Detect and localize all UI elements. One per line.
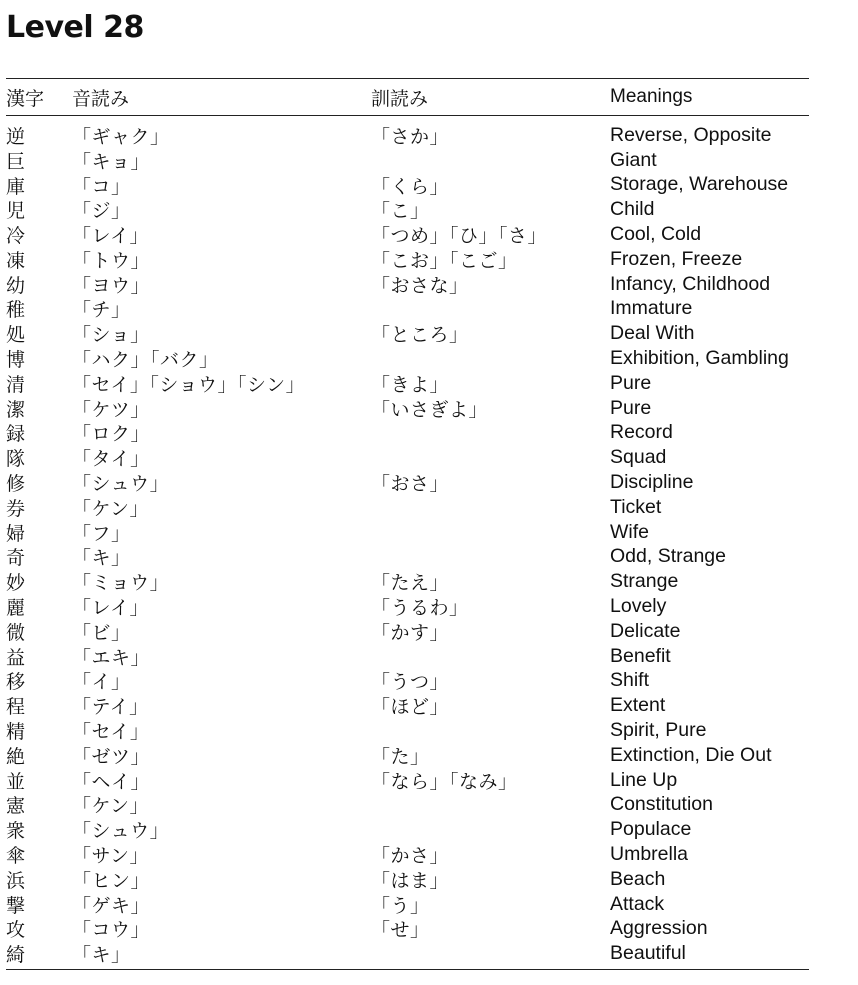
cell-onyomi: 「セイ」: [72, 721, 150, 744]
cell-onyomi: 「キ」: [72, 944, 131, 967]
cell-onyomi: 「サン」: [72, 845, 150, 868]
cell-kunyomi: 「た」: [371, 745, 430, 768]
cell-meaning: Squad: [610, 446, 667, 469]
table-row: [6, 445, 809, 470]
cell-kunyomi: 「かす」: [371, 621, 450, 644]
table-row: [6, 743, 809, 768]
table-row: [6, 371, 809, 396]
cell-kunyomi: 「うるわ」: [371, 597, 469, 620]
cell-onyomi: 「ミョウ」: [72, 572, 170, 595]
cell-onyomi: 「テイ」: [72, 696, 149, 719]
cell-kanji: 攻: [6, 919, 26, 942]
cell-kanji: 修: [6, 473, 26, 496]
cell-kunyomi: 「う」: [371, 894, 430, 917]
table-row: [6, 669, 809, 694]
cell-meaning: Extinction, Die Out: [610, 743, 772, 766]
table-header-row: [6, 79, 809, 116]
cell-kunyomi: 「うつ」: [371, 671, 450, 694]
cell-meaning: Deal With: [610, 322, 695, 345]
cell-meaning: Record: [610, 421, 673, 444]
cell-onyomi: 「ヨウ」: [72, 274, 151, 297]
cell-kunyomi: 「かさ」: [371, 845, 450, 868]
cell-kanji: 博: [6, 349, 26, 372]
cell-kanji: 絶: [6, 745, 26, 768]
cell-meaning: Shift: [610, 669, 650, 692]
table-row: [6, 272, 809, 297]
cell-onyomi: 「ハク」「バク」: [72, 349, 219, 372]
cell-kanji: 精: [6, 721, 26, 744]
cell-kanji: 浜: [6, 869, 26, 892]
cell-meaning: Frozen, Freeze: [610, 247, 743, 270]
table-row: [6, 247, 809, 272]
cell-onyomi: 「シュウ」: [72, 820, 170, 843]
cell-meaning: Aggression: [610, 917, 708, 940]
table-row: [6, 396, 809, 421]
cell-meaning: Attack: [610, 892, 665, 915]
cell-kanji: 移: [6, 671, 26, 694]
table-row: [6, 569, 809, 594]
cell-kanji: 録: [6, 423, 26, 446]
table-row: [6, 321, 809, 346]
cell-onyomi: 「ヒン」: [72, 869, 151, 892]
cell-meaning: Wife: [610, 520, 649, 543]
cell-onyomi: 「ゲキ」: [72, 894, 151, 917]
cell-onyomi: 「セイ」「ショウ」「シン」: [72, 373, 306, 396]
header-kunyomi: 訓読み: [371, 87, 429, 110]
table-row: [6, 793, 809, 818]
cell-meaning: Beautiful: [610, 942, 686, 965]
cell-meaning: Lovely: [610, 595, 667, 618]
cell-kanji: 児: [6, 200, 26, 223]
cell-onyomi: 「エキ」: [72, 646, 151, 669]
cell-kunyomi: 「きよ」: [371, 373, 450, 396]
cell-meaning: Child: [610, 198, 655, 221]
cell-kanji: 券: [6, 497, 26, 520]
cell-meaning: Beach: [610, 867, 666, 890]
cell-kunyomi: 「いさぎよ」: [371, 398, 489, 421]
kanji-table: [6, 78, 809, 970]
cell-meaning: Reverse, Opposite: [610, 123, 772, 146]
header-onyomi: 音読み: [72, 87, 130, 110]
cell-onyomi: 「レイ」: [72, 225, 150, 248]
cell-meaning: Ticket: [610, 495, 662, 518]
cell-kunyomi: 「なら」「なみ」: [371, 770, 518, 793]
page-title: Level 28: [6, 10, 144, 45]
cell-onyomi: 「シュウ」: [72, 473, 170, 496]
cell-onyomi: 「イ」: [72, 671, 131, 694]
cell-kunyomi: 「ところ」: [371, 324, 469, 347]
table-row: [6, 842, 809, 867]
cell-kanji: 麗: [6, 597, 26, 620]
table-row: [6, 867, 809, 892]
cell-meaning: Extent: [610, 694, 666, 717]
cell-meaning: Populace: [610, 818, 692, 841]
table-row: [6, 594, 809, 619]
cell-kunyomi: 「こお」「こご」: [371, 249, 518, 272]
table-row: [6, 941, 809, 966]
cell-onyomi: 「チ」: [72, 299, 131, 322]
cell-kanji: 微: [6, 621, 26, 644]
table-row: [6, 619, 809, 644]
table-row: [6, 421, 809, 446]
table-row: [6, 197, 809, 222]
cell-kanji: 巨: [6, 150, 26, 173]
cell-kanji: 清: [6, 373, 26, 396]
cell-meaning: Giant: [610, 148, 657, 171]
cell-meaning: Strange: [610, 570, 679, 593]
cell-onyomi: 「フ」: [72, 522, 131, 545]
cell-meaning: Spirit, Pure: [610, 719, 707, 742]
cell-kanji: 庫: [6, 175, 26, 198]
cell-meaning: Cool, Cold: [610, 223, 702, 246]
cell-kunyomi: 「こ」: [371, 200, 430, 223]
cell-meaning: Benefit: [610, 644, 671, 667]
cell-kunyomi: 「おさな」: [371, 274, 469, 297]
cell-onyomi: 「ビ」: [72, 621, 131, 644]
cell-onyomi: 「ロク」: [72, 423, 151, 446]
cell-onyomi: 「キ」: [72, 547, 131, 570]
table-row: [6, 817, 809, 842]
cell-onyomi: 「ギャク」: [72, 125, 170, 148]
cell-kanji: 凍: [6, 249, 26, 272]
cell-meaning: Exhibition, Gambling: [610, 347, 789, 370]
table-row: [6, 123, 809, 148]
cell-meaning: Constitution: [610, 793, 713, 816]
cell-onyomi: 「ゼツ」: [72, 745, 151, 768]
cell-meaning: Discipline: [610, 471, 694, 494]
cell-onyomi: 「ヘイ」: [72, 770, 151, 793]
cell-kanji: 隊: [6, 448, 26, 471]
table-row: [6, 693, 809, 718]
cell-onyomi: 「ジ」: [72, 200, 131, 223]
cell-kanji: 憲: [6, 795, 26, 818]
table-body: [6, 121, 809, 969]
cell-kanji: 益: [6, 646, 26, 669]
cell-meaning: Odd, Strange: [610, 545, 726, 568]
cell-kanji: 冷: [6, 225, 26, 248]
table-row: [6, 173, 809, 198]
cell-meaning: Pure: [610, 371, 652, 394]
cell-kunyomi: 「せ」: [371, 919, 430, 942]
cell-onyomi: 「タイ」: [72, 448, 150, 471]
header-meanings: Meanings: [610, 86, 693, 107]
cell-onyomi: 「コ」: [72, 175, 131, 198]
cell-kanji: 幼: [6, 274, 26, 297]
cell-kanji: 綺: [6, 944, 26, 967]
table-row: [6, 644, 809, 669]
cell-kanji: 稚: [6, 299, 26, 322]
cell-kunyomi: 「つめ」「ひ」「さ」: [371, 225, 548, 248]
cell-kanji: 妙: [6, 572, 26, 595]
table-row: [6, 495, 809, 520]
cell-onyomi: 「トウ」: [72, 249, 151, 272]
table-row: [6, 768, 809, 793]
cell-onyomi: 「ケン」: [72, 497, 150, 520]
cell-kanji: 傘: [6, 845, 26, 868]
cell-meaning: Line Up: [610, 768, 678, 791]
table-row: [6, 545, 809, 570]
cell-onyomi: 「コウ」: [72, 919, 151, 942]
cell-onyomi: 「レイ」: [72, 597, 150, 620]
cell-kunyomi: 「ほど」: [371, 696, 450, 719]
table-row: [6, 346, 809, 371]
cell-kunyomi: 「たえ」: [371, 572, 450, 595]
cell-kunyomi: 「はま」: [371, 869, 450, 892]
cell-kanji: 撃: [6, 894, 26, 917]
cell-kunyomi: 「くら」: [371, 175, 450, 198]
cell-kanji: 程: [6, 696, 26, 719]
cell-meaning: Delicate: [610, 619, 681, 642]
cell-kanji: 並: [6, 770, 26, 793]
table-row: [6, 148, 809, 173]
cell-onyomi: 「ショ」: [72, 324, 150, 347]
cell-meaning: Infancy, Childhood: [610, 272, 771, 295]
cell-meaning: Pure: [610, 396, 652, 419]
cell-kunyomi: 「おさ」: [371, 473, 450, 496]
table-row: [6, 917, 809, 942]
table-row: [6, 892, 809, 917]
table-row: [6, 520, 809, 545]
cell-meaning: Umbrella: [610, 843, 689, 865]
header-kanji: 漢字: [6, 87, 45, 110]
table-row: [6, 718, 809, 743]
cell-kanji: 奇: [6, 547, 26, 570]
cell-kanji: 婦: [6, 522, 26, 545]
cell-onyomi: 「ケン」: [72, 795, 150, 818]
cell-kanji: 衆: [6, 820, 26, 843]
cell-onyomi: 「キョ」: [72, 150, 151, 173]
cell-kanji: 逆: [6, 125, 26, 148]
table-row: [6, 470, 809, 495]
cell-kanji: 潔: [6, 398, 26, 421]
cell-meaning: Immature: [610, 297, 693, 320]
table-row: [6, 222, 809, 247]
cell-meaning: Storage, Warehouse: [610, 173, 789, 196]
cell-kanji: 処: [6, 324, 26, 347]
cell-kunyomi: 「さか」: [371, 125, 450, 148]
table-row: [6, 297, 809, 322]
cell-onyomi: 「ケツ」: [72, 398, 150, 421]
